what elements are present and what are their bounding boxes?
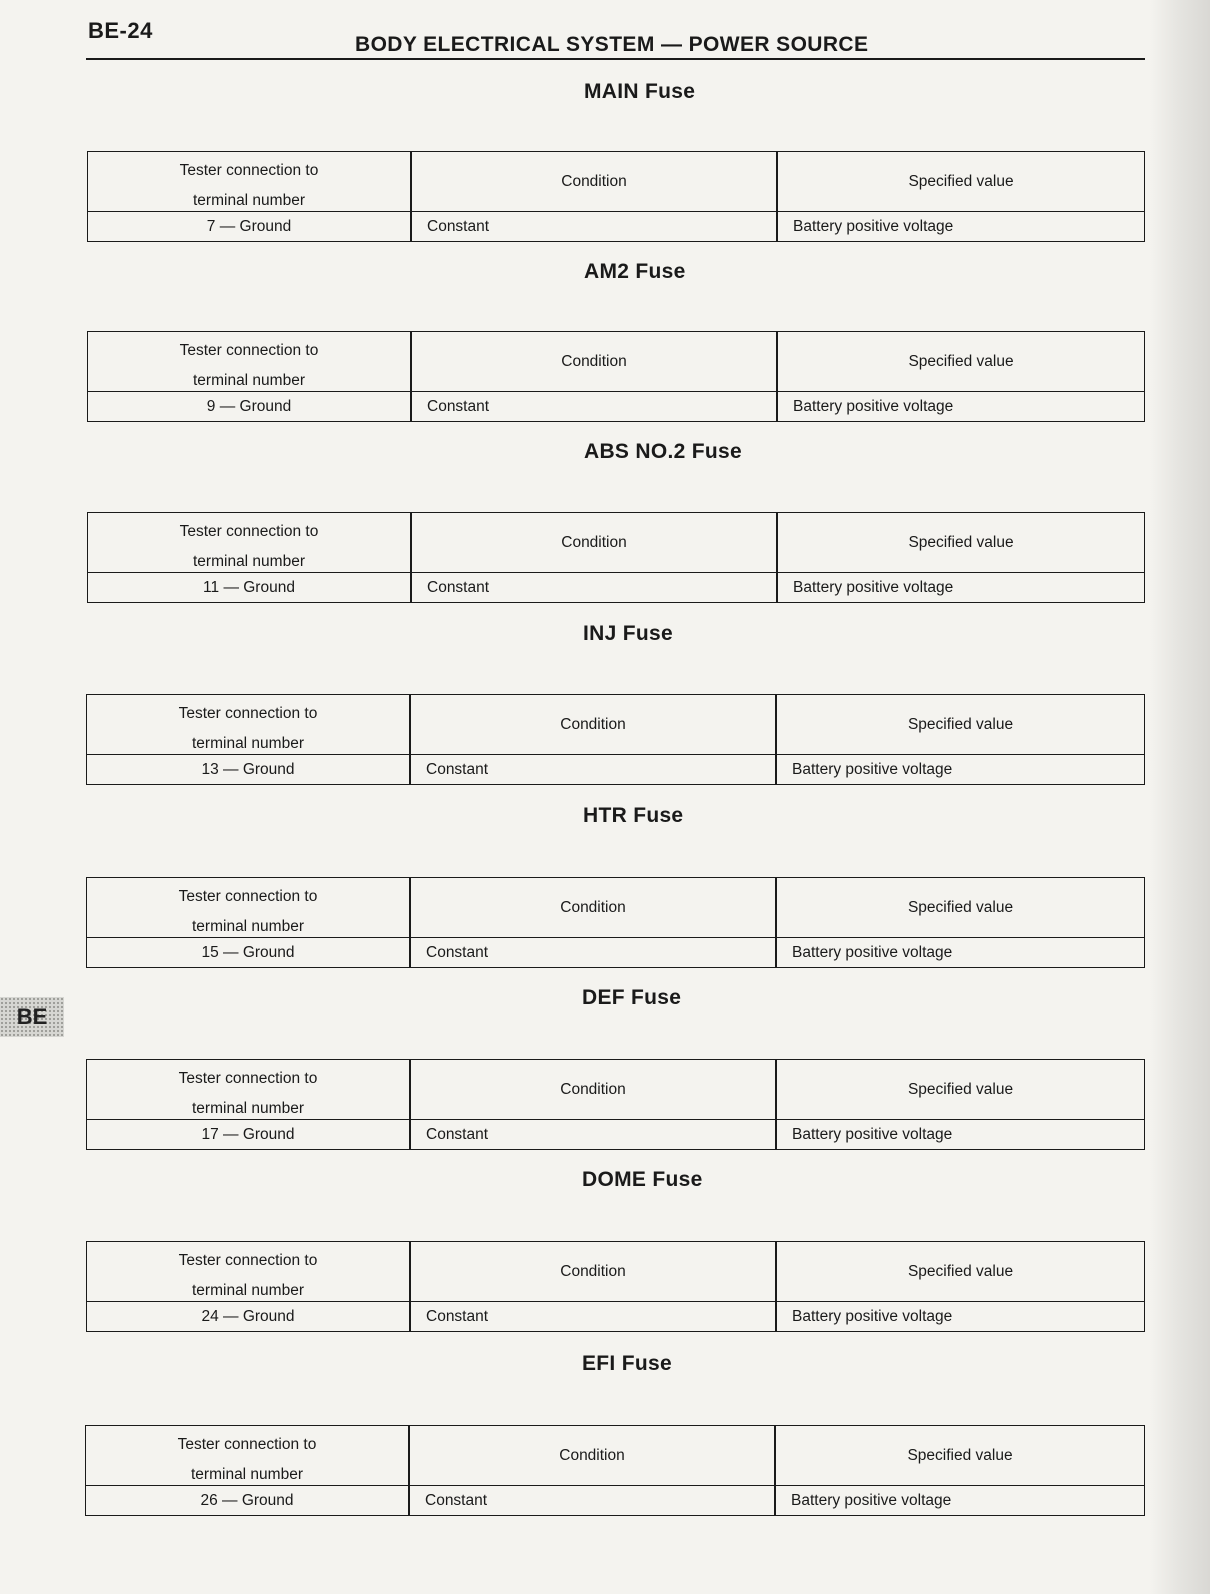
header-specified-value: Specified value [908, 352, 1014, 370]
page-header-title: BODY ELECTRICAL SYSTEM — POWER SOURCE [355, 33, 869, 56]
page-number: BE-24 [88, 18, 153, 43]
cell-condition: Constant [426, 1307, 489, 1325]
section-title-efi-fuse: EFI Fuse [582, 1352, 672, 1375]
section-title-def-fuse: DEF Fuse [582, 986, 682, 1009]
cell-specified-value: Battery positive voltage [792, 943, 953, 961]
column-divider [409, 1060, 411, 1149]
header-tester-connection: Tester connection to terminal number [179, 523, 319, 570]
fuse-table-inj [86, 694, 1145, 785]
cell-condition: Constant [426, 760, 489, 778]
table-row [87, 1120, 1144, 1149]
section-tab-be: BE [0, 997, 64, 1037]
header-specified-value: Specified value [907, 1080, 1014, 1098]
table-header-row [88, 332, 1144, 392]
cell-specified-value: Battery positive voltage [791, 1491, 952, 1509]
header-condition: Condition [560, 898, 626, 916]
column-divider [776, 152, 778, 241]
section-title-am2-fuse: AM2 Fuse [584, 260, 686, 283]
cell-specified-value: Battery positive voltage [793, 578, 954, 596]
fuse-table-dome [86, 1241, 1145, 1332]
header-tester-connection: Tester connection to terminal number [178, 1252, 318, 1299]
fuse-table-htr [86, 877, 1145, 968]
header-specified-value: Specified value [907, 715, 1014, 733]
header-condition: Condition [561, 533, 627, 551]
cell-terminal: 15 — Ground [201, 943, 295, 961]
table-row [86, 1486, 1144, 1515]
cell-terminal: 24 — Ground [201, 1307, 295, 1325]
header-tester-connection: Tester connection to terminal number [177, 1436, 317, 1483]
fuse-table-main [87, 151, 1145, 242]
column-divider [775, 1242, 777, 1331]
column-divider [774, 1426, 776, 1515]
column-divider [408, 1426, 410, 1515]
cell-condition: Constant [426, 1125, 489, 1143]
cell-specified-value: Battery positive voltage [793, 217, 954, 235]
header-specified-value: Specified value [907, 1446, 1013, 1464]
cell-specified-value: Battery positive voltage [793, 397, 954, 415]
table-header-row [86, 1426, 1144, 1486]
header-specified-value: Specified value [908, 172, 1014, 190]
cell-terminal: 7 — Ground [206, 217, 292, 235]
table-header-row [87, 1060, 1144, 1120]
column-divider [775, 695, 777, 784]
cell-specified-value: Battery positive voltage [792, 1307, 953, 1325]
column-divider [410, 513, 412, 602]
table-header-row [88, 152, 1144, 212]
table-row [87, 938, 1144, 967]
cell-specified-value: Battery positive voltage [792, 1125, 953, 1143]
header-condition: Condition [561, 172, 627, 190]
table-header-row [88, 513, 1144, 573]
header-tester-connection: Tester connection to terminal number [178, 888, 318, 935]
header-condition: Condition [560, 715, 626, 733]
fuse-table-def [86, 1059, 1145, 1150]
table-row [87, 1302, 1144, 1331]
column-divider [776, 513, 778, 602]
column-divider [776, 332, 778, 421]
column-divider [775, 1060, 777, 1149]
header-tester-connection: Tester connection to terminal number [178, 1070, 318, 1117]
cell-condition: Constant [425, 1491, 488, 1509]
section-title-inj-fuse: INJ Fuse [583, 622, 673, 645]
column-divider [410, 332, 412, 421]
cell-condition: Constant [427, 397, 490, 415]
header-condition: Condition [559, 1446, 625, 1464]
cell-specified-value: Battery positive voltage [792, 760, 953, 778]
header-specified-value: Specified value [908, 533, 1014, 551]
table-header-row [87, 695, 1144, 755]
table-row [88, 573, 1144, 602]
table-row [88, 212, 1144, 241]
table-header-row [87, 1242, 1144, 1302]
header-specified-value: Specified value [907, 898, 1014, 916]
header-condition: Condition [560, 1080, 626, 1098]
section-title-htr-fuse: HTR Fuse [583, 804, 684, 827]
column-divider [409, 878, 411, 967]
table-header-row [87, 878, 1144, 938]
section-title-dome-fuse: DOME Fuse [582, 1168, 703, 1191]
fuse-table-abs-no2 [87, 512, 1145, 603]
cell-terminal: 26 — Ground [200, 1491, 294, 1509]
section-title-abs-no2-fuse: ABS NO.2 Fuse [584, 440, 742, 463]
page-edge-shadow [1150, 0, 1210, 1594]
header-condition: Condition [560, 1262, 626, 1280]
cell-terminal: 13 — Ground [201, 760, 295, 778]
cell-condition: Constant [427, 578, 490, 596]
cell-terminal: 11 — Ground [203, 578, 295, 596]
header-tester-connection: Tester connection to terminal number [178, 705, 318, 752]
cell-terminal: 9 — Ground [206, 397, 292, 415]
column-divider [409, 695, 411, 784]
header-tester-connection: Tester connection to terminal number [179, 162, 319, 209]
column-divider [410, 152, 412, 241]
fuse-table-am2 [87, 331, 1145, 422]
column-divider [409, 1242, 411, 1331]
cell-terminal: 17 — Ground [201, 1125, 295, 1143]
header-rule [86, 58, 1145, 60]
section-title-main-fuse: MAIN Fuse [584, 80, 696, 103]
header-specified-value: Specified value [907, 1262, 1014, 1280]
table-row [87, 755, 1144, 784]
cell-condition: Constant [427, 217, 490, 235]
column-divider [775, 878, 777, 967]
cell-condition: Constant [426, 943, 489, 961]
table-row [88, 392, 1144, 421]
fuse-table-efi [85, 1425, 1145, 1516]
header-condition: Condition [561, 352, 627, 370]
header-tester-connection: Tester connection to terminal number [179, 342, 319, 389]
